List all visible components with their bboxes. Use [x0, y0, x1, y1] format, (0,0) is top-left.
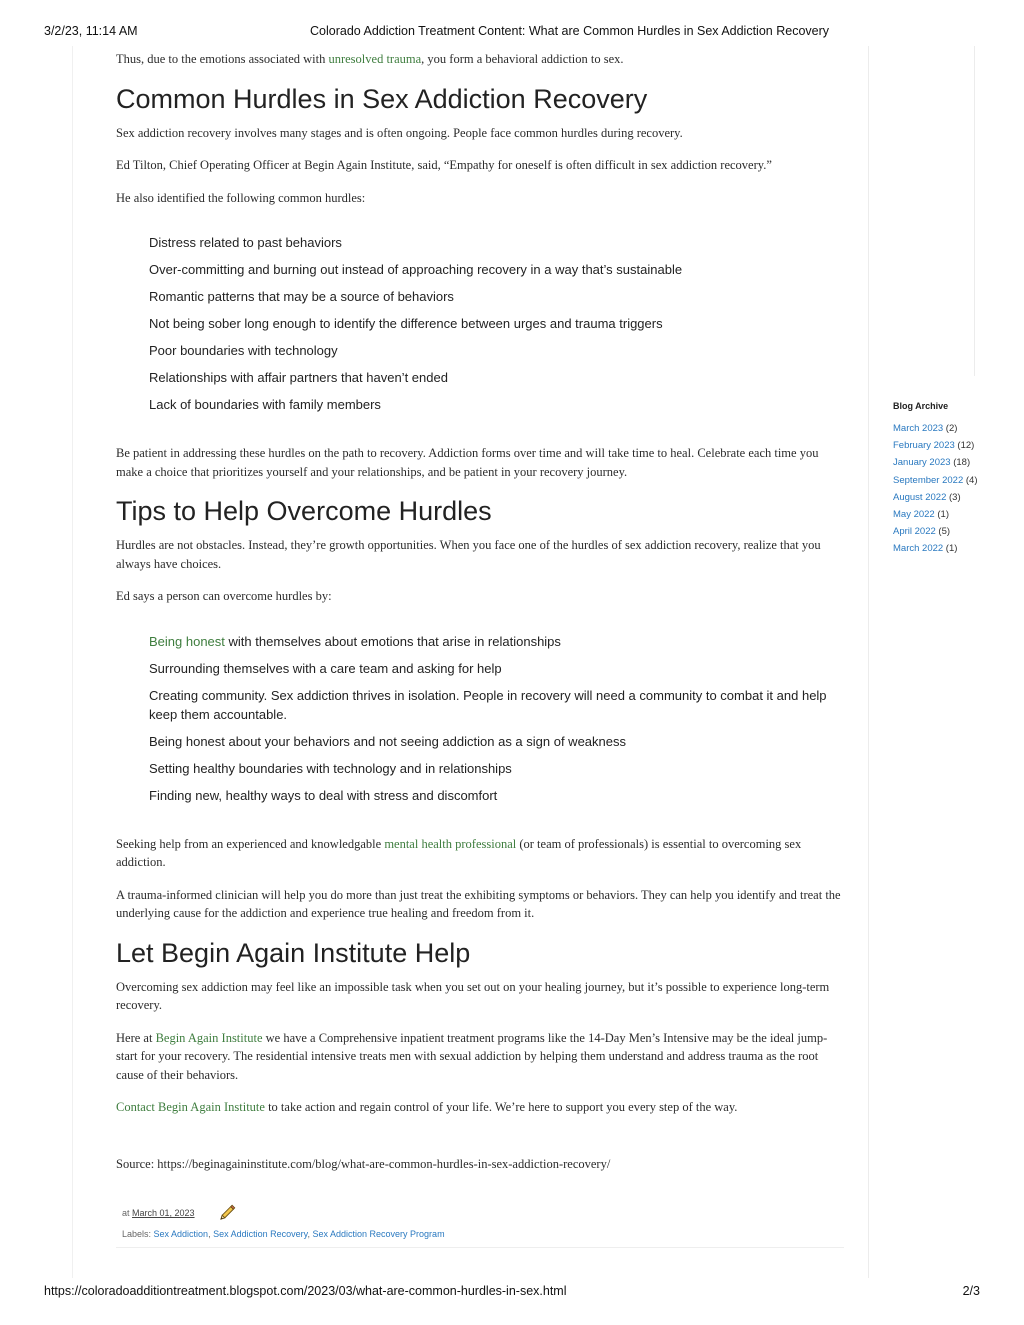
list-item: Creating community. Sex addiction thrives in isolation. People in recovery will need a community to combat it and help keep them accountable.	[149, 687, 827, 722]
archive-count: (5)	[935, 526, 951, 538]
sidebar-border	[974, 46, 975, 376]
archive-item	[893, 543, 983, 555]
label-link[interactable]: Sex Addiction Recovery	[213, 1229, 308, 1239]
archive-item	[893, 440, 983, 452]
print-footer	[44, 1284, 980, 1302]
archive-month-link[interactable]: February 2023	[893, 440, 955, 452]
archive-month-link[interactable]: April 2022	[893, 526, 936, 538]
paragraph: Ed says a person can overcome hurdles by:	[116, 589, 332, 603]
archive-item	[893, 475, 983, 487]
list-item: Distress related to past behaviors	[149, 235, 342, 250]
archive-count: (1)	[934, 508, 949, 520]
list-item: Finding new, healthy ways to deal with stress and discomfort	[149, 787, 498, 803]
content-border-right	[868, 46, 869, 1278]
archive-count: (2)	[943, 423, 958, 434]
post-labels: Labels: Sex Addiction, Sex Addiction Recovery, Sex Addiction Recovery Program	[122, 1229, 445, 1239]
archive-month-link[interactable]: March 2022	[893, 543, 944, 555]
archive-item	[893, 526, 983, 538]
archive-month-link[interactable]: August 2022	[893, 491, 947, 503]
paragraph: A trauma-informed clinician will help you do more than just treat the exhibiting symptoms or behaviors. They can help you identify and treat the underlying cause for the addiction and experience true healing and freedom from it.	[116, 887, 841, 920]
archive-count: (18)	[950, 457, 971, 469]
content-border-left	[72, 46, 73, 1278]
archive-count: (12)	[954, 440, 975, 452]
list-item: Setting healthy boundaries with technology and in relationships	[149, 760, 512, 776]
paragraph: Hurdles are not obstacles. Instead, they’re growth opportunities. When you face one of the hurdles of sex addiction recovery, realize that you always have choices.	[116, 538, 821, 571]
archive-count: (1)	[943, 543, 958, 555]
begin-again-institute-link[interactable]: Begin Again Institute	[155, 1030, 263, 1045]
paragraph: Here at Begin Again Institute we have a Comprehensive inpatient treatment programs like the 14-Day Men’s Intensive may be the ideal jump-start for your recovery. The residential intensive treats men with sexual addiction by helping them understand and address trauma as the root cause of their behaviors.	[116, 1030, 828, 1082]
hurdles-list	[116, 233, 844, 414]
list-item: Being honest with themselves about emotions that arise in relationships	[149, 633, 561, 649]
archive-item	[893, 457, 983, 469]
archive-item	[893, 423, 983, 435]
print-url: https://coloradoadditiontreatment.blogspot.com/2023/03/what-are-common-hurdles-in-sex.html	[44, 1284, 567, 1298]
paragraph: Contact Begin Again Institute to take action and regain control of your life. We’re here to support you every step of the way.	[116, 1100, 738, 1114]
label-link[interactable]: Sex Addiction Recovery Program	[312, 1229, 445, 1239]
list-item: Being honest about your behaviors and not seeing addiction as a sign of weakness	[149, 733, 626, 749]
archive-item	[893, 492, 983, 504]
page-number: 2/3	[962, 1284, 980, 1298]
print-page-title: Colorado Addiction Treatment Content: What are Common Hurdles in Sex Addiction Recovery	[310, 24, 830, 38]
print-header	[44, 24, 980, 42]
paragraph: Seeking help from an experienced and knowledgable mental health professional (or team of professionals) is essential to overcoming sex addiction.	[116, 836, 802, 869]
list-item: Poor boundaries with technology	[149, 343, 338, 358]
intro-paragraph: Thus, due to the emotions associated with unresolved trauma, you form a behavioral addiction to sex.	[116, 52, 624, 66]
print-date: 3/2/23, 11:14 AM	[44, 24, 138, 38]
paragraph: Sex addiction recovery involves many stages and is often ongoing. People face common hurdles during recovery.	[116, 125, 683, 140]
paragraph: Be patient in addressing these hurdles on the path to recovery. Addiction forms over time and will take time to heal. Celebrate each time you make a choice that prioritizes yourself and your relationships, and be patient in your recovery journey.	[116, 446, 819, 479]
list-item: Over-committing and burning out instead of approaching recovery in a way that’s sustainable	[149, 262, 683, 277]
archive-month-link[interactable]: May 2022	[893, 508, 935, 520]
mental-health-professional-link[interactable]: mental health professional	[384, 836, 517, 851]
list-item: Surrounding themselves with a care team and asking for help	[149, 660, 502, 676]
archive-month-link[interactable]: March 2023	[893, 423, 944, 434]
heading-tips: Tips to Help Overcome Hurdles	[116, 496, 492, 526]
contact-begin-again-link[interactable]: Contact Begin Again Institute	[116, 1100, 265, 1114]
tips-list	[116, 632, 844, 805]
pencil-icon[interactable]	[218, 1204, 236, 1222]
list-item: Not being sober long enough to identify the difference between urges and trauma triggers	[149, 316, 663, 331]
unresolved-trauma-link[interactable]: unresolved trauma	[328, 52, 422, 66]
label-link[interactable]: Sex Addiction	[153, 1229, 209, 1239]
post-timestamp: at March 01, 2023	[122, 1208, 195, 1218]
heading-begin-again-help: Let Begin Again Institute Help	[116, 937, 471, 968]
archive-count: (3)	[946, 491, 961, 503]
being-honest-link[interactable]: Being honest	[149, 633, 225, 649]
source-line: Source: https://beginagaininstitute.com/blog/what-are-common-hurdles-in-sex-addiction-recovery/	[116, 1156, 611, 1171]
paragraph: He also identified the following common hurdles:	[116, 190, 366, 205]
archive-month-link[interactable]: September 2022	[893, 474, 964, 486]
blog-archive-widget	[893, 401, 983, 561]
archive-count: (4)	[963, 474, 978, 486]
paragraph: Overcoming sex addiction may feel like an impossible task when you set out on your healing journey, but it’s possible to experience long-term recovery.	[116, 979, 830, 1012]
blog-archive-title: Blog Archive	[893, 401, 949, 411]
list-item: Relationships with affair partners that haven’t ended	[149, 370, 448, 385]
heading-common-hurdles: Common Hurdles in Sex Addiction Recovery	[116, 83, 648, 114]
quote-paragraph: Ed Tilton, Chief Operating Officer at Begin Again Institute, said, “Empathy for oneself is often difficult in sex addiction recovery.”	[116, 158, 772, 172]
post-body	[116, 50, 844, 1187]
archive-month-link[interactable]: January 2023	[893, 457, 951, 469]
post-date-link[interactable]: March 01, 2023	[132, 1208, 195, 1218]
post-footer	[116, 1204, 844, 1248]
list-item: Romantic patterns that may be a source of behaviors	[149, 289, 454, 304]
archive-item	[893, 509, 983, 521]
list-item: Lack of boundaries with family members	[149, 397, 381, 412]
